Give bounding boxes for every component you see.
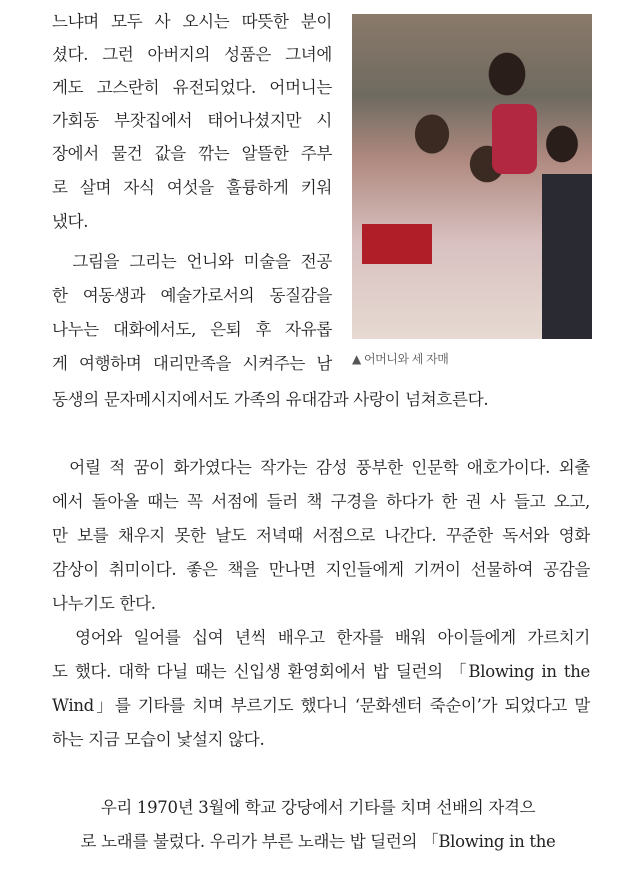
text-line: 게 여행하며 대리만족을 시켜주는 남: [52, 354, 332, 373]
text-line: 셨다. 그런 아버지의 성품은 그녀에: [52, 45, 332, 64]
photo-detail: [362, 224, 432, 264]
quote-line: 우리 1970년 3월에 학교 강당에서 기타를 치며 선배의 자격으: [100, 798, 536, 817]
text-line: 로 살며 자식 여섯을 훌륭하게 키워: [52, 178, 332, 197]
text-line: 만 보를 채우지 못한 날도 저녁때 서점으로 나간다. 꾸준한 독서와 영화: [52, 526, 590, 545]
text-line: 느냐며 모두 사 오시는 따뜻한 분이: [52, 12, 332, 31]
photo-detail: [542, 174, 592, 339]
text-line: 어릴 적 꿈이 화가였다는 작가는 감성 풍부한 인문학 애호가이다. 외출: [52, 458, 590, 477]
text-line: 동생의 문자메시지에서도 가족의 유대감과 사랑이 넘쳐흐른다.: [52, 390, 489, 409]
text-line: 감상이 취미이다. 좋은 책을 만나면 지인들에게 기꺼이 선물하여 공감을: [52, 560, 590, 579]
text-line: 장에서 물건 값을 깎는 알뜰한 주부: [52, 144, 332, 163]
quote-line: 로 노래를 불렀다. 우리가 부른 노래는 밥 딜런의 「Blowing in the: [80, 832, 556, 851]
text-line: 그림을 그리는 언니와 미술을 전공: [52, 252, 332, 271]
text-line: 에서 돌아올 때는 꼭 서점에 들러 책 구경을 하다가 한 권 사 들고 오고,: [52, 492, 590, 511]
text-line: 나누기도 한다.: [52, 594, 156, 613]
family-photo: [352, 14, 592, 339]
text-line: Wind」를 기타를 치며 부르기도 했다니 ‘문화센터 죽순이’가 되었다고 말: [52, 696, 590, 715]
text-line: 냈다.: [52, 212, 89, 231]
photo-caption: ▲ 어머니와 세 자매: [352, 352, 449, 366]
text-line: 게도 고스란히 유전되었다. 어머니는: [52, 78, 332, 97]
text-line: 가회동 부잣집에서 태어나셨지만 시: [52, 111, 332, 130]
text-line: 도 했다. 대학 다닐 때는 신입생 환영회에서 밥 딜런의 「Blowing in the: [52, 662, 590, 681]
text-line: 영어와 일어를 십여 년씩 배우고 한자를 배워 아이들에게 가르치기: [52, 628, 590, 647]
text-line: 나누는 대화에서도, 은퇴 후 자유롭: [52, 320, 332, 339]
text-line: 하는 지금 모습이 낯설지 않다.: [52, 730, 265, 749]
photo-detail: [492, 104, 537, 174]
text-line: 한 여동생과 예술가로서의 동질감을: [52, 286, 332, 305]
